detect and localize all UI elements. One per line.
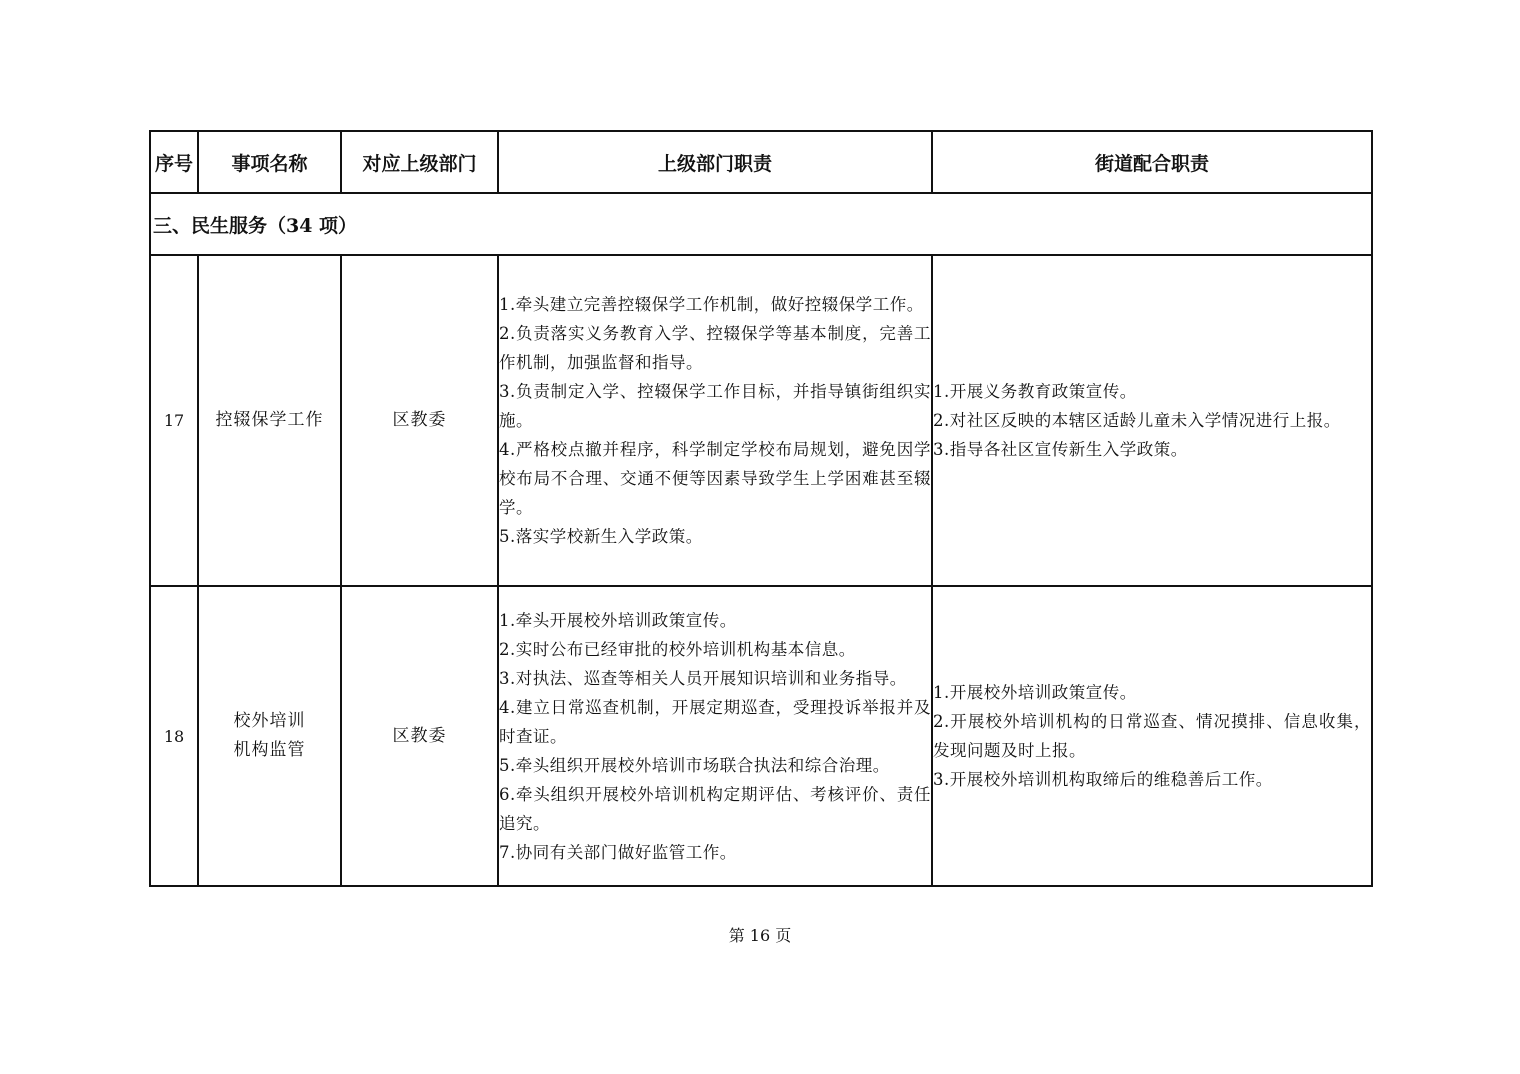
table-header-row bbox=[150, 131, 1372, 193]
item-name-line: 机构监管 bbox=[233, 740, 306, 760]
duty-table bbox=[149, 130, 1373, 887]
duty-item: 2.对社区反映的本辖区适龄儿童未入学情况进行上报。 bbox=[933, 411, 1341, 430]
section-title: 三、民生服务（34 项） bbox=[150, 193, 1372, 255]
header-street-duties: 街道配合职责 bbox=[932, 131, 1372, 193]
duty-item: 6.牵头组织开展校外培训机构定期评估、考核评价、责任追究。 bbox=[499, 784, 931, 833]
row-number: 17 bbox=[150, 255, 198, 586]
header-superior-duties: 上级部门职责 bbox=[498, 131, 932, 193]
row-street-duties bbox=[932, 255, 1372, 586]
duty-item: 1.牵头建立完善控辍保学工作机制，做好控辍保学工作。 bbox=[499, 295, 924, 314]
row-item-name bbox=[198, 255, 341, 586]
header-superior-dept: 对应上级部门 bbox=[341, 131, 498, 193]
row-item-name bbox=[198, 586, 341, 886]
duty-item: 3.负责制定入学、控辍保学工作目标，并指导镇街组织实施。 bbox=[499, 382, 931, 430]
duty-item: 2.开展校外培训机构的日常巡查、情况摸排、信息收集，发现问题及时上报。 bbox=[933, 712, 1371, 760]
duty-item: 5.牵头组织开展校外培训市场联合执法和综合治理。 bbox=[499, 755, 890, 775]
duty-item: 1.开展义务教育政策宣传。 bbox=[933, 382, 1137, 401]
page-number: 第 16 页 bbox=[728, 926, 792, 945]
row-number: 18 bbox=[150, 586, 198, 886]
header-number: 序号 bbox=[150, 131, 198, 193]
section-row bbox=[150, 193, 1372, 255]
row-dept: 区教委 bbox=[341, 586, 498, 886]
item-name-line: 校外培训 bbox=[233, 711, 306, 731]
table-row bbox=[150, 586, 1372, 886]
table-row bbox=[150, 255, 1372, 586]
row-superior-duties bbox=[498, 586, 932, 886]
duty-item: 3.对执法、巡查等相关人员开展知识培训和业务指导。 bbox=[499, 668, 907, 688]
duty-item: 7.协同有关部门做好监管工作。 bbox=[499, 842, 737, 862]
duty-item: 4.严格校点撤并程序，科学制定学校布局规划，避免因学校布局不合理、交通不便等因素导致学生上学困难甚至辍学。 bbox=[499, 440, 931, 517]
header-item-name: 事项名称 bbox=[198, 131, 341, 193]
duty-item: 1.开展校外培训政策宣传。 bbox=[933, 683, 1137, 702]
duty-item: 2.实时公布已经审批的校外培训机构基本信息。 bbox=[499, 639, 856, 659]
duty-item: 3.开展校外培训机构取缔后的维稳善后工作。 bbox=[933, 770, 1273, 789]
duty-item: 1.牵头开展校外培训政策宣传。 bbox=[499, 610, 737, 630]
row-superior-duties bbox=[498, 255, 932, 586]
duty-item: 5.落实学校新生入学政策。 bbox=[499, 527, 703, 546]
duty-item: 2.负责落实义务教育入学、控辍保学等基本制度，完善工作机制，加强监督和指导。 bbox=[499, 324, 931, 372]
duty-item: 4.建立日常巡查机制，开展定期巡查，受理投诉举报并及时查证。 bbox=[499, 697, 931, 746]
duty-item: 3.指导各社区宣传新生入学政策。 bbox=[933, 440, 1188, 459]
row-street-duties bbox=[932, 586, 1372, 886]
item-name-line: 控辍保学工作 bbox=[215, 410, 324, 430]
row-dept: 区教委 bbox=[341, 255, 498, 586]
